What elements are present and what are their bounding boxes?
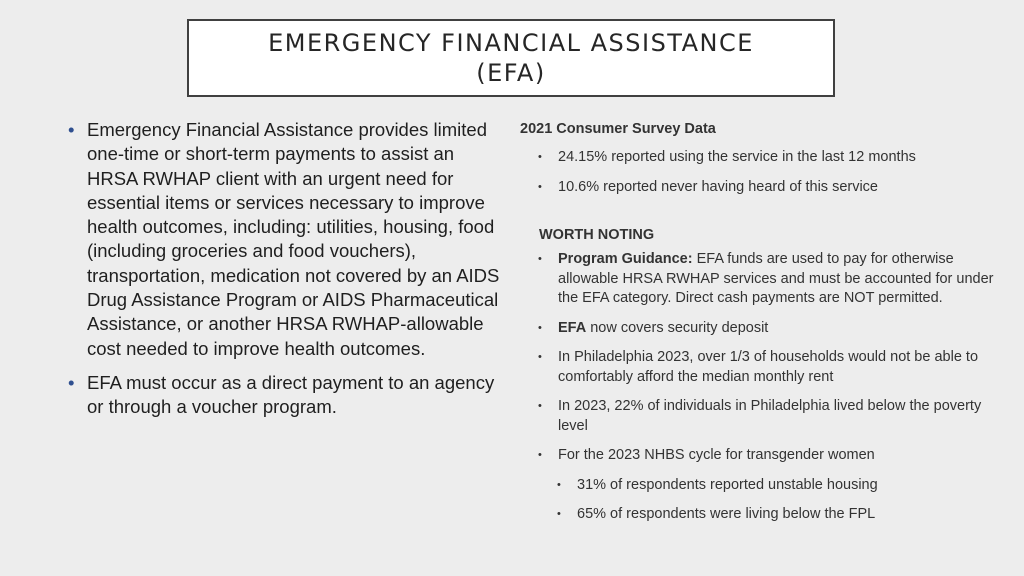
worth-noting-list xyxy=(519,250,1014,525)
slide-title-line-2: (EFA) xyxy=(476,59,546,87)
survey-list xyxy=(519,148,1014,197)
left-column xyxy=(64,118,504,430)
slide-title-line-1: EMERGENCY FINANCIAL ASSISTANCE xyxy=(268,29,754,57)
philadelphia-poverty-item: • In 2023, 22% of individuals in Philadelphia lived below the poverty level xyxy=(519,397,1014,436)
worth-noting-heading: WORTH NOTING xyxy=(539,227,655,243)
security-deposit-text: now covers security deposit xyxy=(586,319,769,336)
right-column xyxy=(519,118,1014,525)
efa-label: EFA xyxy=(558,319,587,336)
program-guidance-item xyxy=(519,250,1014,309)
survey-heading: 2021 Consumer Survey Data xyxy=(520,121,716,137)
survey-item: • 24.15% reported using the service in the last 12 months xyxy=(519,148,1014,168)
security-deposit-item xyxy=(519,319,1014,339)
nhbs-item: • For the 2023 NHBS cycle for transgender women xyxy=(519,446,1014,466)
program-guidance-text: EFA funds are used to pay for otherwise allowable HRSA RWHAP services and must be accounted for under the EFA category. Direct cash payments are NOT permitted. xyxy=(558,251,994,306)
nhbs-sub-item: • 65% of respondents were living below the FPL xyxy=(519,505,1014,525)
slide-title-box xyxy=(187,19,835,97)
efa-payment-bullet: • EFA must occur as a direct payment to an agency or through a voucher program. xyxy=(64,371,504,420)
nhbs-sub-item: • 31% of respondents reported unstable housing xyxy=(519,476,1014,496)
philadelphia-rent-item: • In Philadelphia 2023, over 1/3 of households would not be able to comfortably afford the median monthly rent xyxy=(519,348,1014,387)
efa-definition-bullet: • Emergency Financial Assistance provides limited one-time or short-term payments to assist an HRSA RWHAP client with an urgent need for essential items or services necessary to improve health outcomes, including: utilities, housing, food (including groceries and food vouchers), transportation, medication not covered by an AIDS Drug Assistance Program or AIDS Pharmaceutical Assistance, or another HRSA RWHAP-allowable cost needed to improve health outcomes. xyxy=(64,118,504,361)
left-bullet-list xyxy=(64,118,504,420)
program-guidance-label: Program Guidance: xyxy=(558,251,693,267)
survey-item: • 10.6% reported never having heard of this service xyxy=(519,178,1014,198)
